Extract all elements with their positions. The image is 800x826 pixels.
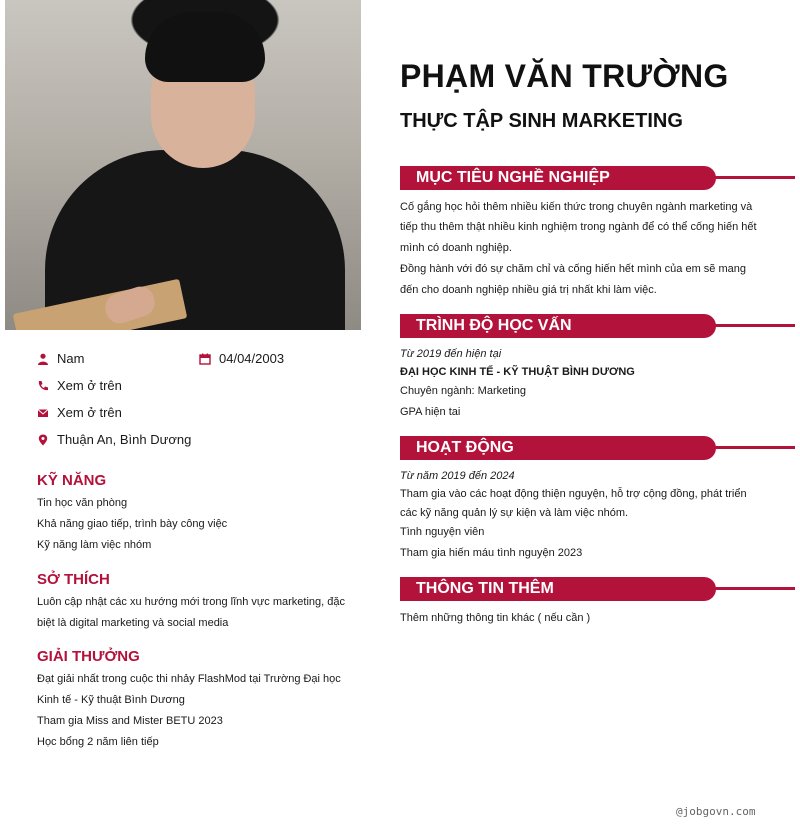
award-line: Tham gia Miss and Mister BETU 2023 (37, 715, 223, 727)
watermark: @jobgovn.com (676, 805, 756, 818)
activities-period: Từ năm 2019 đến 2024 (400, 470, 515, 482)
birthdate-row (199, 351, 284, 366)
activity-line: các kỹ năng quản lý sự kiện và làm việc nhóm. (400, 507, 629, 519)
objective-line: mình có doanh nghiệp. (400, 242, 512, 254)
activities-header (400, 436, 795, 460)
photo-hair (145, 12, 265, 82)
skill-item: Tin học văn phòng (37, 497, 128, 509)
award-line: Đạt giải nhất trong cuộc thi nhảy FlashMod tại Trường Đại học (37, 673, 341, 685)
gender-row (37, 351, 84, 366)
location-pin-icon (37, 434, 49, 446)
education-title: TRÌNH ĐỘ HỌC VẤN (400, 314, 716, 338)
education-school: ĐẠI HỌC KINH TẾ - KỸ THUẬT BÌNH DƯƠNG (400, 366, 635, 378)
objective-title: MỤC TIÊU NGHỀ NGHIỆP (400, 166, 716, 190)
phone-icon (37, 380, 49, 392)
candidate-role: THỰC TẬP SINH MARKETING (400, 110, 683, 132)
phone-value: Xem ở trên (57, 378, 122, 393)
address-row (37, 432, 191, 447)
phone-row (37, 378, 122, 393)
award-line: Học bổng 2 năm liên tiếp (37, 736, 159, 748)
mail-icon (37, 407, 49, 419)
activity-line: Tham gia vào các hoạt động thiện nguyện, hỗ trợ cộng đồng, phát triển (400, 488, 747, 500)
objective-line: Cố gắng học hỏi thêm nhiều kiến thức trong chuyên ngành marketing và (400, 201, 753, 213)
education-major: Chuyên ngành: Marketing (400, 385, 526, 397)
activity-line: Tình nguyện viên (400, 526, 485, 538)
skill-item: Kỹ năng làm việc nhóm (37, 539, 152, 551)
awards-title: GIẢI THƯỞNG (37, 648, 140, 665)
activities-title: HOẠT ĐỘNG (400, 436, 716, 460)
address-value: Thuận An, Bình Dương (57, 432, 192, 447)
profile-photo (5, 0, 361, 330)
objective-line: tiếp thu thêm thật nhiều kinh nghiệm trong ngành để có thể cống hiến hết (400, 221, 757, 233)
candidate-name: PHẠM VĂN TRƯỜNG (400, 58, 729, 94)
email-value: Xem ở trên (57, 405, 122, 420)
objective-line: Đồng hành với đó sự chăm chỉ và cống hiến hết mình của em sẽ mang (400, 263, 746, 275)
extra-text: Thêm những thông tin khác ( nếu cần ) (400, 612, 591, 624)
education-period: Từ 2019 đến hiện tại (400, 348, 502, 360)
objective-header (400, 166, 795, 190)
objective-line: đến cho doanh nghiệp nhiều giá trị nhất khi làm việc. (400, 284, 657, 296)
extra-title: THÔNG TIN THÊM (400, 577, 716, 601)
email-row (37, 405, 122, 420)
skills-title: KỸ NĂNG (37, 472, 107, 489)
birthdate-value: 04/04/2003 (219, 351, 285, 366)
education-gpa: GPA hiện tai (400, 406, 461, 418)
education-header (400, 314, 795, 338)
hobby-line: biệt là digital marketing và social media (37, 617, 229, 629)
user-icon (37, 353, 49, 365)
extra-header (400, 577, 795, 601)
gender-value: Nam (57, 351, 85, 366)
skill-item: Khả năng giao tiếp, trình bày công việc (37, 518, 228, 530)
hobbies-title: SỞ THÍCH (37, 571, 110, 588)
hobby-line: Luôn cập nhật các xu hướng mới trong lĩnh vực marketing, đặc (37, 596, 345, 608)
activity-line: Tham gia hiến máu tình nguyện 2023 (400, 547, 583, 559)
award-line: Kinh tế - Kỹ thuật Bình Dương (37, 694, 185, 706)
calendar-icon (199, 353, 211, 365)
